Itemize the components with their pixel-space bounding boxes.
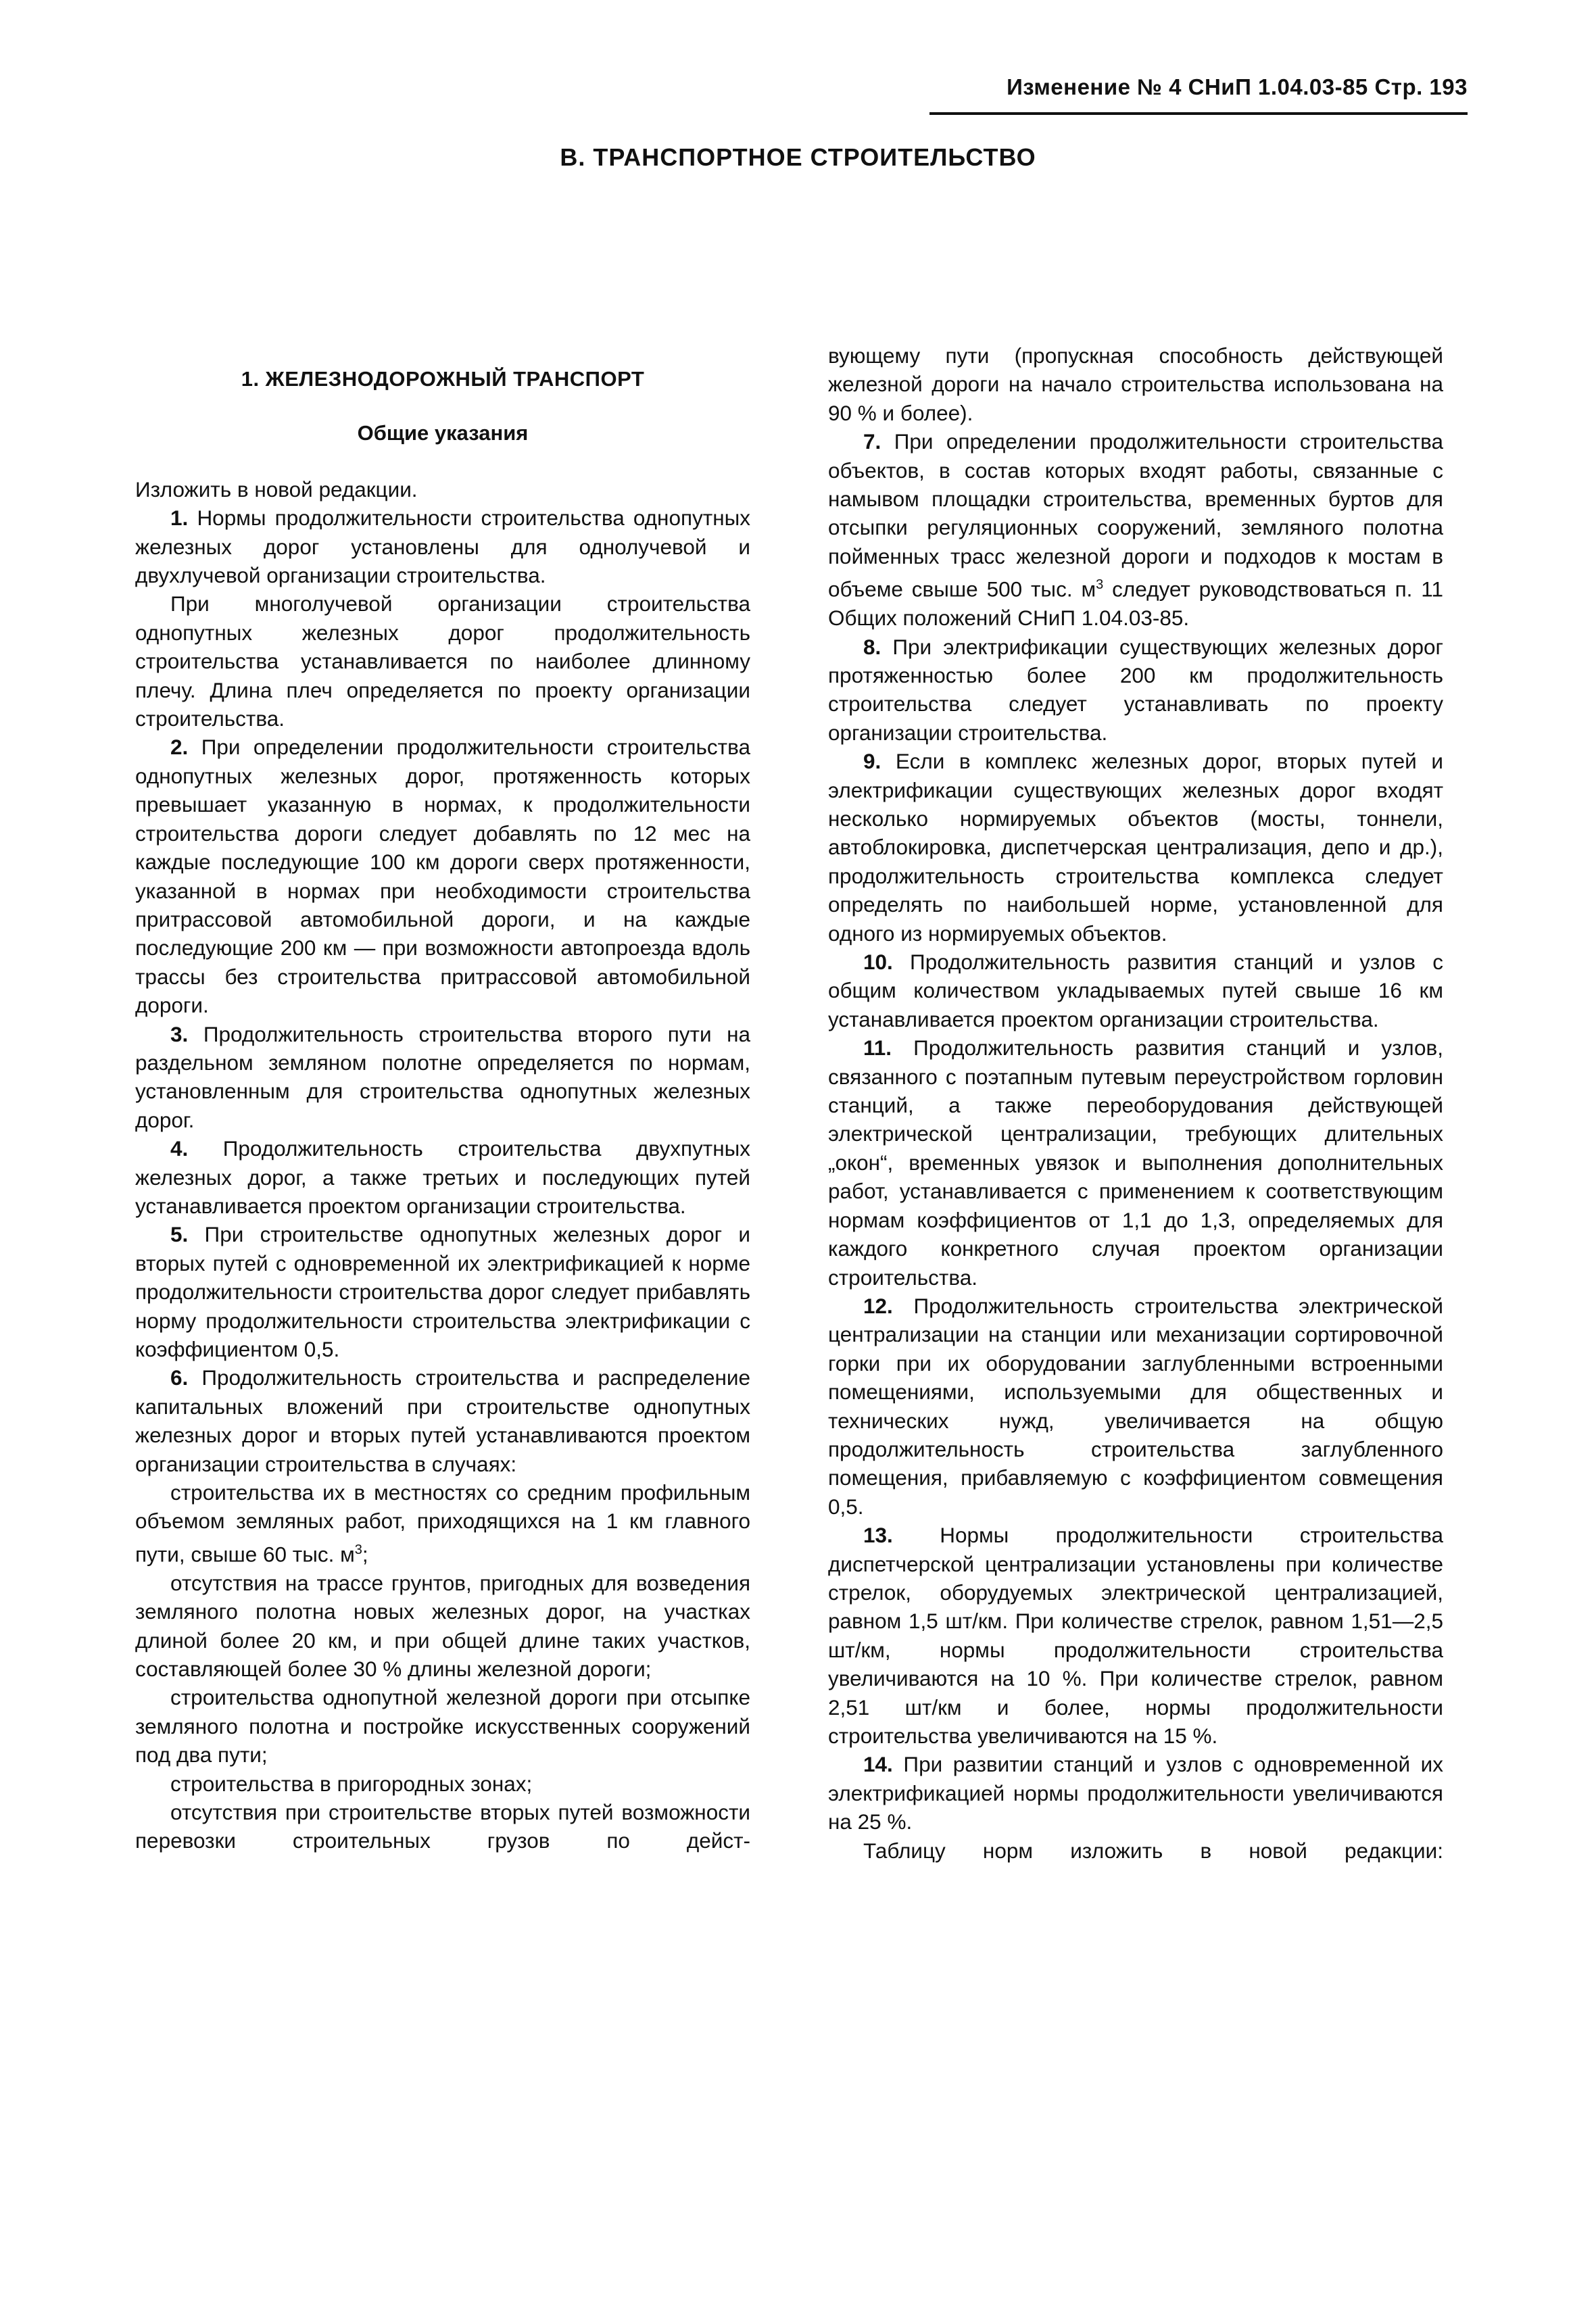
chapter-heading: 1. ЖЕЛЕЗНОДОРОЖНЫЙ ТРАНСПОРТ [241,367,645,391]
paragraph-text: Продолжительность развития станций и узлов с общим количеством укладываемых путей свыше 16 км устанавливается проектом организации строительства. [828,950,1443,1031]
paragraph-text: Продолжительность строительства второго пути на раздельном земляном полотне определяется по нормам, установленным для строительства однопутных железных дорог. [135,1021,750,1132]
paragraph-number: 6. [170,1365,189,1390]
paragraph-2 [135,733,750,1019]
subchapter-heading: Общие указания [357,421,529,445]
paragraph-text: При определении продолжительности строительства однопутных железных дорог, протяженность которых превышает указанную в нормах, к продолжительности строительства дороги следует добавлять по 12 мес на каждые последующие 100 км дороги сверх протяженности, указанной в нормах при необходимости строительства притрассовой автомобильной дороги, и на каждые последующие 200 км — при возможности автопроезда вдоль трассы без строительства притрассовой автомобильной дороги. [135,735,750,1018]
paragraph-5 [135,1220,750,1363]
paragraph-continuation: вующему пути (пропускная способность действующей железной дороги на начало строительства использована на 90 % и более). [828,343,1443,425]
paragraph-text: строительства их в местностях со средним профильным объемом земляных работ, приходящихся на 1 км главного пути, свыше 60 тыс. м [135,1480,750,1567]
paragraph-text: Нормы продолжительности строительства однопутных железных дорог установлены для однолучевой и двухлучевой организации строительства. [135,506,750,588]
paragraph-number: 10. [863,950,893,975]
page-header: Изменение № 4 СНиП 1.04.03-85 Стр. 193 [1007,74,1468,99]
paragraph-number: 8. [863,634,881,659]
paragraph-text: При электрификации существующих железных дорог протяженностью более 200 км продолжительность строительства следует устанавливать по проекту организации строительства. [828,634,1443,745]
paragraph-10 [828,948,1443,1033]
header-rule [929,112,1468,115]
paragraph-number: 4. [170,1136,189,1161]
paragraph-9 [828,747,1443,948]
paragraph-12 [828,1292,1443,1521]
paragraph-8 [828,633,1443,748]
paragraph-number: 3. [170,1021,189,1046]
paragraph-text: При определении продолжительности строительства объектов, в состав которых входят работы, связанные с намывом площадки строительства, временных буртов для отсыпки регуляционных сооружений, земляного полотна пойменных трасс железной дороги и подходов к мостам в объеме свыше 500 тыс. м [828,429,1443,602]
paragraph-1 [135,504,750,589]
paragraph-number: 12. [863,1293,893,1318]
paragraph-4 [135,1134,750,1220]
paragraph-text: Продолжительность строительства и распределение капитальных вложений при строительстве однопутных железных дорог и вторых путей устанавливаются проектом организации строительства в случаях: [135,1365,750,1476]
paragraph-text: При развитии станций и узлов с одновременной их электрификацией нормы продолжительности увеличиваются на 25 %. [828,1752,1443,1834]
paragraph-3 [135,1020,750,1135]
paragraph-13 [828,1521,1443,1750]
paragraph-text: Продолжительность строительства электрической централизации на станции или механизации сортировочной горки при их оборудовании заглубленными встроенными помещениями, используемыми для общественных и технических нужд, увеличивается на общую продолжительность строительства заглубленного помещения, прибавляемую с коэффициентом совмещения 0,5. [828,1293,1443,1519]
paragraph-6d: строительства в пригородных зонах; [170,1771,533,1796]
paragraph-number: 11. [863,1035,892,1061]
paragraph-number: 1. [170,506,189,531]
paragraph-6b: отсутствия на трассе грунтов, пригодных для возведения земляного полотна новых железных дорог, на участках длиной более 20 км, и при общей длине таких участков, составляющей более 30 % длины железной дороги; [135,1570,750,1681]
paragraph-number: 7. [863,429,881,454]
paragraph-11 [828,1033,1443,1292]
paragraph-text: При строительстве однопутных железных дорог и вторых путей с одновременной их электрификацией к норме продолжительности строительства дорог следует прибавлять норму продолжительности строительства электрификации с коэффициентом 0,5. [135,1222,750,1361]
intro-paragraph: Изложить в новой редакции. [135,477,418,502]
paragraph-number: 14. [863,1752,893,1777]
left-column [135,365,750,1855]
paragraph-text: Нормы продолжительности строительства диспетчерской централизации установлены при количестве стрелок, оборудуемых электрической централизацией, равном 1,5 шт/км. При количестве стрелок, равном 1,51—2,5 шт/км, нормы продолжительности строительства увеличиваются на 10 %. При количестве стрелок, равном 2,51 шт/км и более, нормы продолжительности строительства увеличиваются на 15 %. [828,1523,1443,1748]
paragraph-15: Таблицу норм изложить в новой редакции: [863,1838,1443,1863]
paragraph-6e: отсутствия при строительстве вторых путей возможности перевозки строительных грузов по дейст- [135,1800,750,1853]
paragraph-number: 5. [170,1222,189,1247]
paragraph-text-end: следует руководствоваться п. 11 Общих положений СНиП 1.04.03-85. [828,577,1443,631]
paragraph-number: 2. [170,735,189,760]
superscript: 3 [354,1542,362,1557]
paragraph-6c: строительства однопутной железной дороги при отсыпке земляного полотна и постройке искусственных сооружений под два пути; [135,1685,750,1768]
paragraph-6 [135,1363,750,1478]
paragraph-text: Если в комплекс железных дорог, вторых путей и электрификации существующих железных дорог входят несколько нормируемых объектов (мосты, тоннели, автоблокировка, диспетчерская централизация, депо и др.), продолжительность строительства комплекса следует определять по наибольшей норме, установленной для одного из нормируемых объектов. [828,749,1443,946]
paragraph-number: 9. [863,749,881,774]
paragraph-text-end: ; [362,1542,368,1567]
paragraph-14 [828,1750,1443,1836]
paragraph-text: Продолжительность развития станций и узлов, связанного с поэтапным путевым переустройством горловин станций, а также переоборудования действующей электрической централизации, требующих длительных „окон“, временных увязок и выполнения дополнительных работ, устанавливается с применением к соответствующим нормам коэффициентов от 1,1 до 1,3, определяемых для каждого конкретного случая проектом организации строительства. [828,1035,1443,1290]
right-column [828,341,1443,1865]
section-title: В. ТРАНСПОРТНОЕ СТРОИТЕЛЬСТВО [560,143,1036,171]
paragraph-7 [828,427,1443,632]
paragraph-1b: При многолучевой организации строительства однопутных железных дорог продолжительность строительства устанавливается по наиболее длинному плечу. Длина плеч определяется по проекту организации строительства. [135,591,750,731]
paragraph-6a [135,1478,750,1569]
paragraph-text: Продолжительность строительства двухпутных железных дорог, а также третьих и последующих путей устанавливается проектом организации строительства. [135,1136,750,1218]
paragraph-number: 13. [863,1523,893,1548]
superscript: 3 [1096,577,1104,593]
